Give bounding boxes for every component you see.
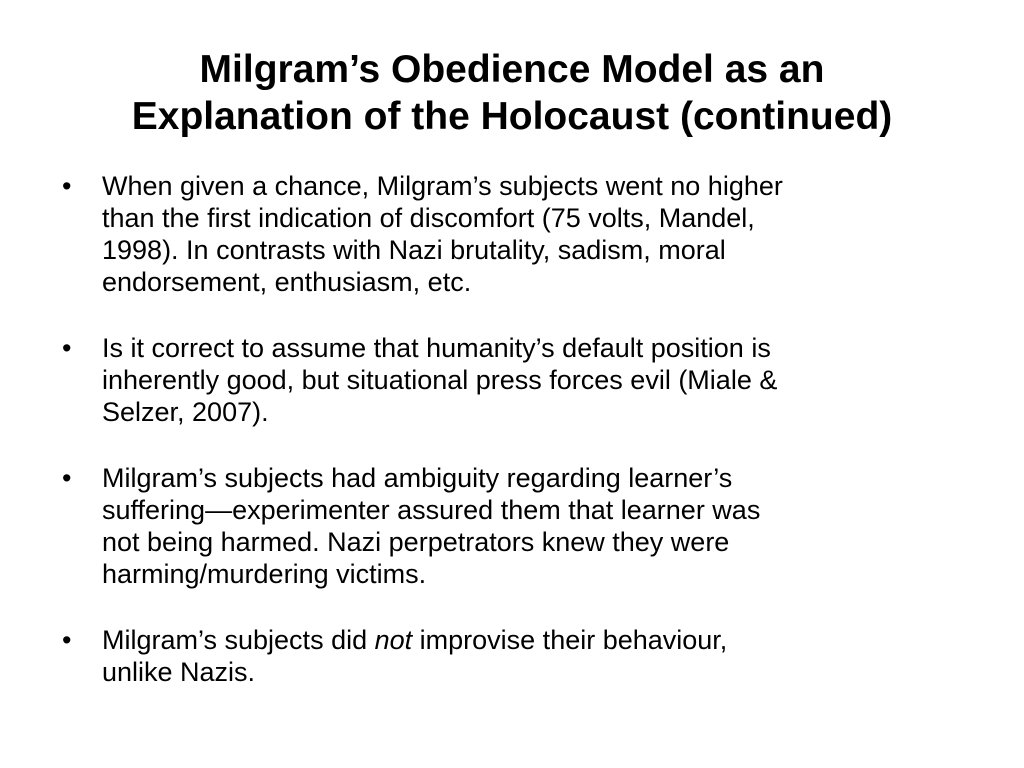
bullet-item-4: [58, 624, 978, 688]
bullet-marker: •: [62, 333, 72, 363]
slide-title-line-2: Explanation of the Holocaust (continued): [131, 95, 893, 138]
bullet-item-1: [58, 170, 978, 298]
bullet-1-line-2: than the first indication of discomfort (75 volts, Mandel,: [102, 203, 755, 233]
bullet-marker: •: [62, 625, 72, 655]
slide-title: [40, 46, 984, 140]
bullet-marker: •: [62, 171, 72, 201]
bullet-4-emphasis: not: [374, 625, 413, 655]
bullet-3-line-2: suffering—experimenter assured them that learner was: [102, 495, 761, 525]
bullet-item-3: [58, 462, 978, 590]
slide-title-line-1: Milgram’s Obedience Model as an: [199, 48, 825, 91]
bullet-4-line-1: [102, 624, 978, 656]
bullet-1-line-1: When given a chance, Milgram’s subjects went no higher: [102, 171, 783, 201]
bullet-2-line-3: Selzer, 2007).: [102, 397, 269, 427]
bullet-1-line-3: 1998). In contrasts with Nazi brutality, sadism, moral: [102, 235, 726, 265]
bullet-4-text-before: Milgram’s subjects did: [102, 625, 375, 655]
bullet-3-line-1: Milgram’s subjects had ambiguity regarding learner’s: [102, 463, 733, 493]
bullet-list: [58, 170, 978, 688]
bullet-4-line-2: unlike Nazis.: [102, 657, 256, 687]
bullet-marker: •: [62, 463, 72, 493]
bullet-3-line-3: not being harmed. Nazi perpetrators knew they were: [102, 527, 730, 557]
bullet-2-line-1: Is it correct to assume that humanity’s default position is: [102, 333, 771, 363]
bullet-2-line-2: inherently good, but situational press forces evil (Miale &: [102, 365, 778, 395]
bullet-4-text-after: improvise their behaviour,: [412, 625, 728, 655]
bullet-3-line-4: harming/murdering victims.: [102, 559, 427, 589]
bullet-item-2: [58, 332, 978, 428]
bullet-1-line-4: endorsement, enthusiasm, etc.: [102, 267, 472, 297]
